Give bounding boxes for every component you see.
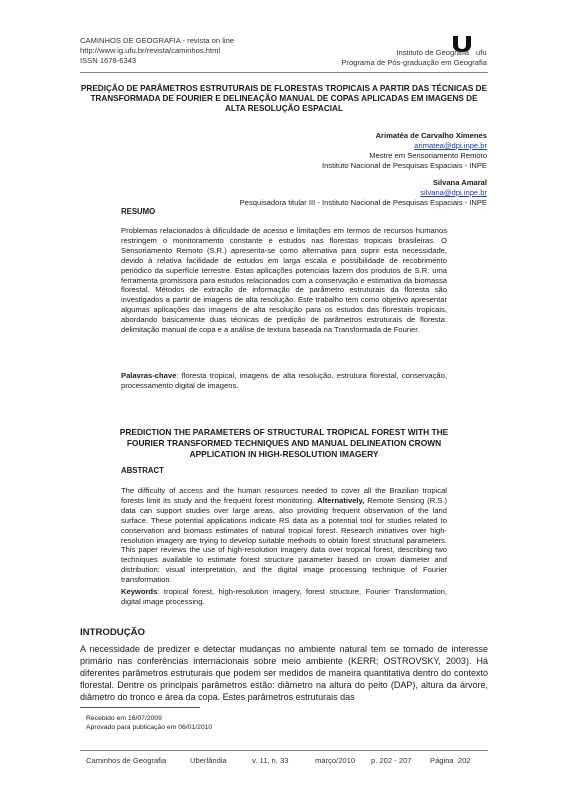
abstract-keywords [121,587,447,607]
footer-date: março/2010 [315,756,356,765]
abstract-text-1: The difficulty of access and the human resources needed to cover all the Brazilian tropical forests limit its study and the frequent forest monitoring. [121,486,447,505]
abstract-body [121,486,447,585]
keywords-text: : tropical forest, high-resolution imagery, forest structure, Fourier Transformation, digital image processing. [121,587,447,606]
journal-name: CAMINHOS DE GEOGRAFIA - revista on line [80,36,235,45]
author-email-link[interactable]: arimatea@dpi.inpe.br [414,141,487,150]
intro-paragraph: A necessidade de predizer e detectar mudanças no ambiente natural tem se tornado de interesse primário nas conferências internacionais sobre meio ambiente (KERR; OSTROVSKY, 2003). Há diferentes parâmetros estruturais que podem ser medidos de maneira quantitativa dentro do contexto florestal. Dentre os principais parâmetros estão: diâmetro na altura do peito (DAP), altura da árvore, diâmetro do tronco e área da copa. Estes parâmetros estruturais das [80,644,488,702]
resumo-heading: RESUMO [121,207,156,216]
author-affiliation: Pesquisadora titular III - Instituto Nacional de Pesquisas Espaciais - INPE [239,198,487,207]
section-heading-introducao: INTRODUÇÃO [80,627,146,638]
paper-title: PREDIÇÃO DE PARÂMETROS ESTRUTURAIS DE FLORESTAS TROPICAIS A PARTIR DAS TÉCNICAS DE TRANSFORMADA DE FOURIER E DELINEAÇÃO MANUAL DE COPAS APLICADAS EM IMAGENS DE ALTA RESOLUÇÃO ESPACIAL [80,84,488,114]
author-email-link[interactable]: silvana@dpi.inpe.br [420,188,487,197]
footer-divider [80,750,488,751]
logo-text: ufu [476,48,487,57]
author-affiliation: Mestre em Sensoriamento Remoto [369,151,487,160]
author-name: Arimatéa de Carvalho Ximenes [375,131,487,140]
author-name: Silvana Amaral [432,178,487,187]
abstract-heading: ABSTRACT [121,466,164,475]
footnote-divider [80,707,200,708]
keywords-label: Keywords [121,587,158,596]
received-date: Recebido em 16/07/2009 [86,715,162,722]
institute-name: Instituto de Geografia [396,48,469,57]
author-affiliation: Instituto Nacional de Pesquisas Espaciais - INPE [321,161,487,170]
program-name: Programa de Pós-graduação em Geografia [341,58,487,67]
journal-header [80,36,234,66]
institute-header [341,48,487,68]
abstract-text-2: Remote Sensing (R.S.) data can support studies over large areas, also providing frequent observation of the land surface. These potential applications indicate RS data as a potential tool for studies related to conservation and biomass estimates of natural tropical forest. Research initiatives over high-resolution imagery are trying to develop suitable methods to obtain forest structural parameters. This paper reviews the use of high-resolution imagery data over tropical forest, describing two techniques available to estimate forest structure parameter based on crown diameter and distribution: visual interpretation, and the digital image processing technique of Fourier transformation. [121,495,447,585]
keywords-text: : floresta tropical, imagens de alta resolução, estrutura florestal, conservação, processamento digital de imagens. [121,371,447,390]
footer-city: Uberlândia [190,756,227,765]
footnote [86,714,212,733]
footer-volume: v. 11, n. 33 [252,756,289,765]
header-divider [80,72,488,73]
footer-journal: Caminhos de Geografia [86,756,167,765]
author-block-2 [240,178,487,208]
footer-pages: p. 202 - 207 [371,756,412,765]
approved-date: Aprovado para publicação em 06/01/2010 [86,724,213,732]
abstract-text-bold: Alternatively, [317,495,365,505]
page-number: Página 202 [430,756,471,765]
journal-issn: ISSN 1678-6343 [80,56,137,65]
resumo-body: Problemas relacionados à dificuldade de acesso e limitações em termos de recursos humanos restringem o monitoramento constante e estudos nas florestas tropicais brasileiras. O Sensoriamento Remoto (S.R.) apresenta-se como alternativa para suprir esta necessidade, devido à relativa facilidade de estudos em larga escala e possibilidade de recobrimento periódico da superfície terrestre. Estas aplicações potenciais fazem dos produtos de S.R. uma ferramenta promissora para estudos relacionados com a conservação e estimativa da biomassa florestal. Métodos de extração de informação de parâmetro estruturais da floresta são investigados a partir de imagens de alta resolução. Este trabalho tem como objetivo apresentar algumas aplicações das imagens de alta resolução para os estudos das florestais tropicais, abordando basicamente duas técnicas de predição de parâmetros estruturais de floresta: delimitação manual de copa e a análise de textura baseada na Transformada de Fourier. [121,226,447,335]
journal-url[interactable]: http://www.ig.ufu.br/revista/caminhos.html [80,46,221,55]
keywords-label: Palavras-chave [121,371,177,380]
english-title: PREDICTION THE PARAMETERS OF STRUCTURAL TROPICAL FOREST WITH THE FOURIER TRANSFORMED TECHNIQUES AND MANUAL DELINEATION CROWN APPLICATION IN HIGH-RESOLUTION IMAGERY [119,427,449,459]
resumo-keywords [121,371,447,391]
author-block-1 [322,131,487,171]
